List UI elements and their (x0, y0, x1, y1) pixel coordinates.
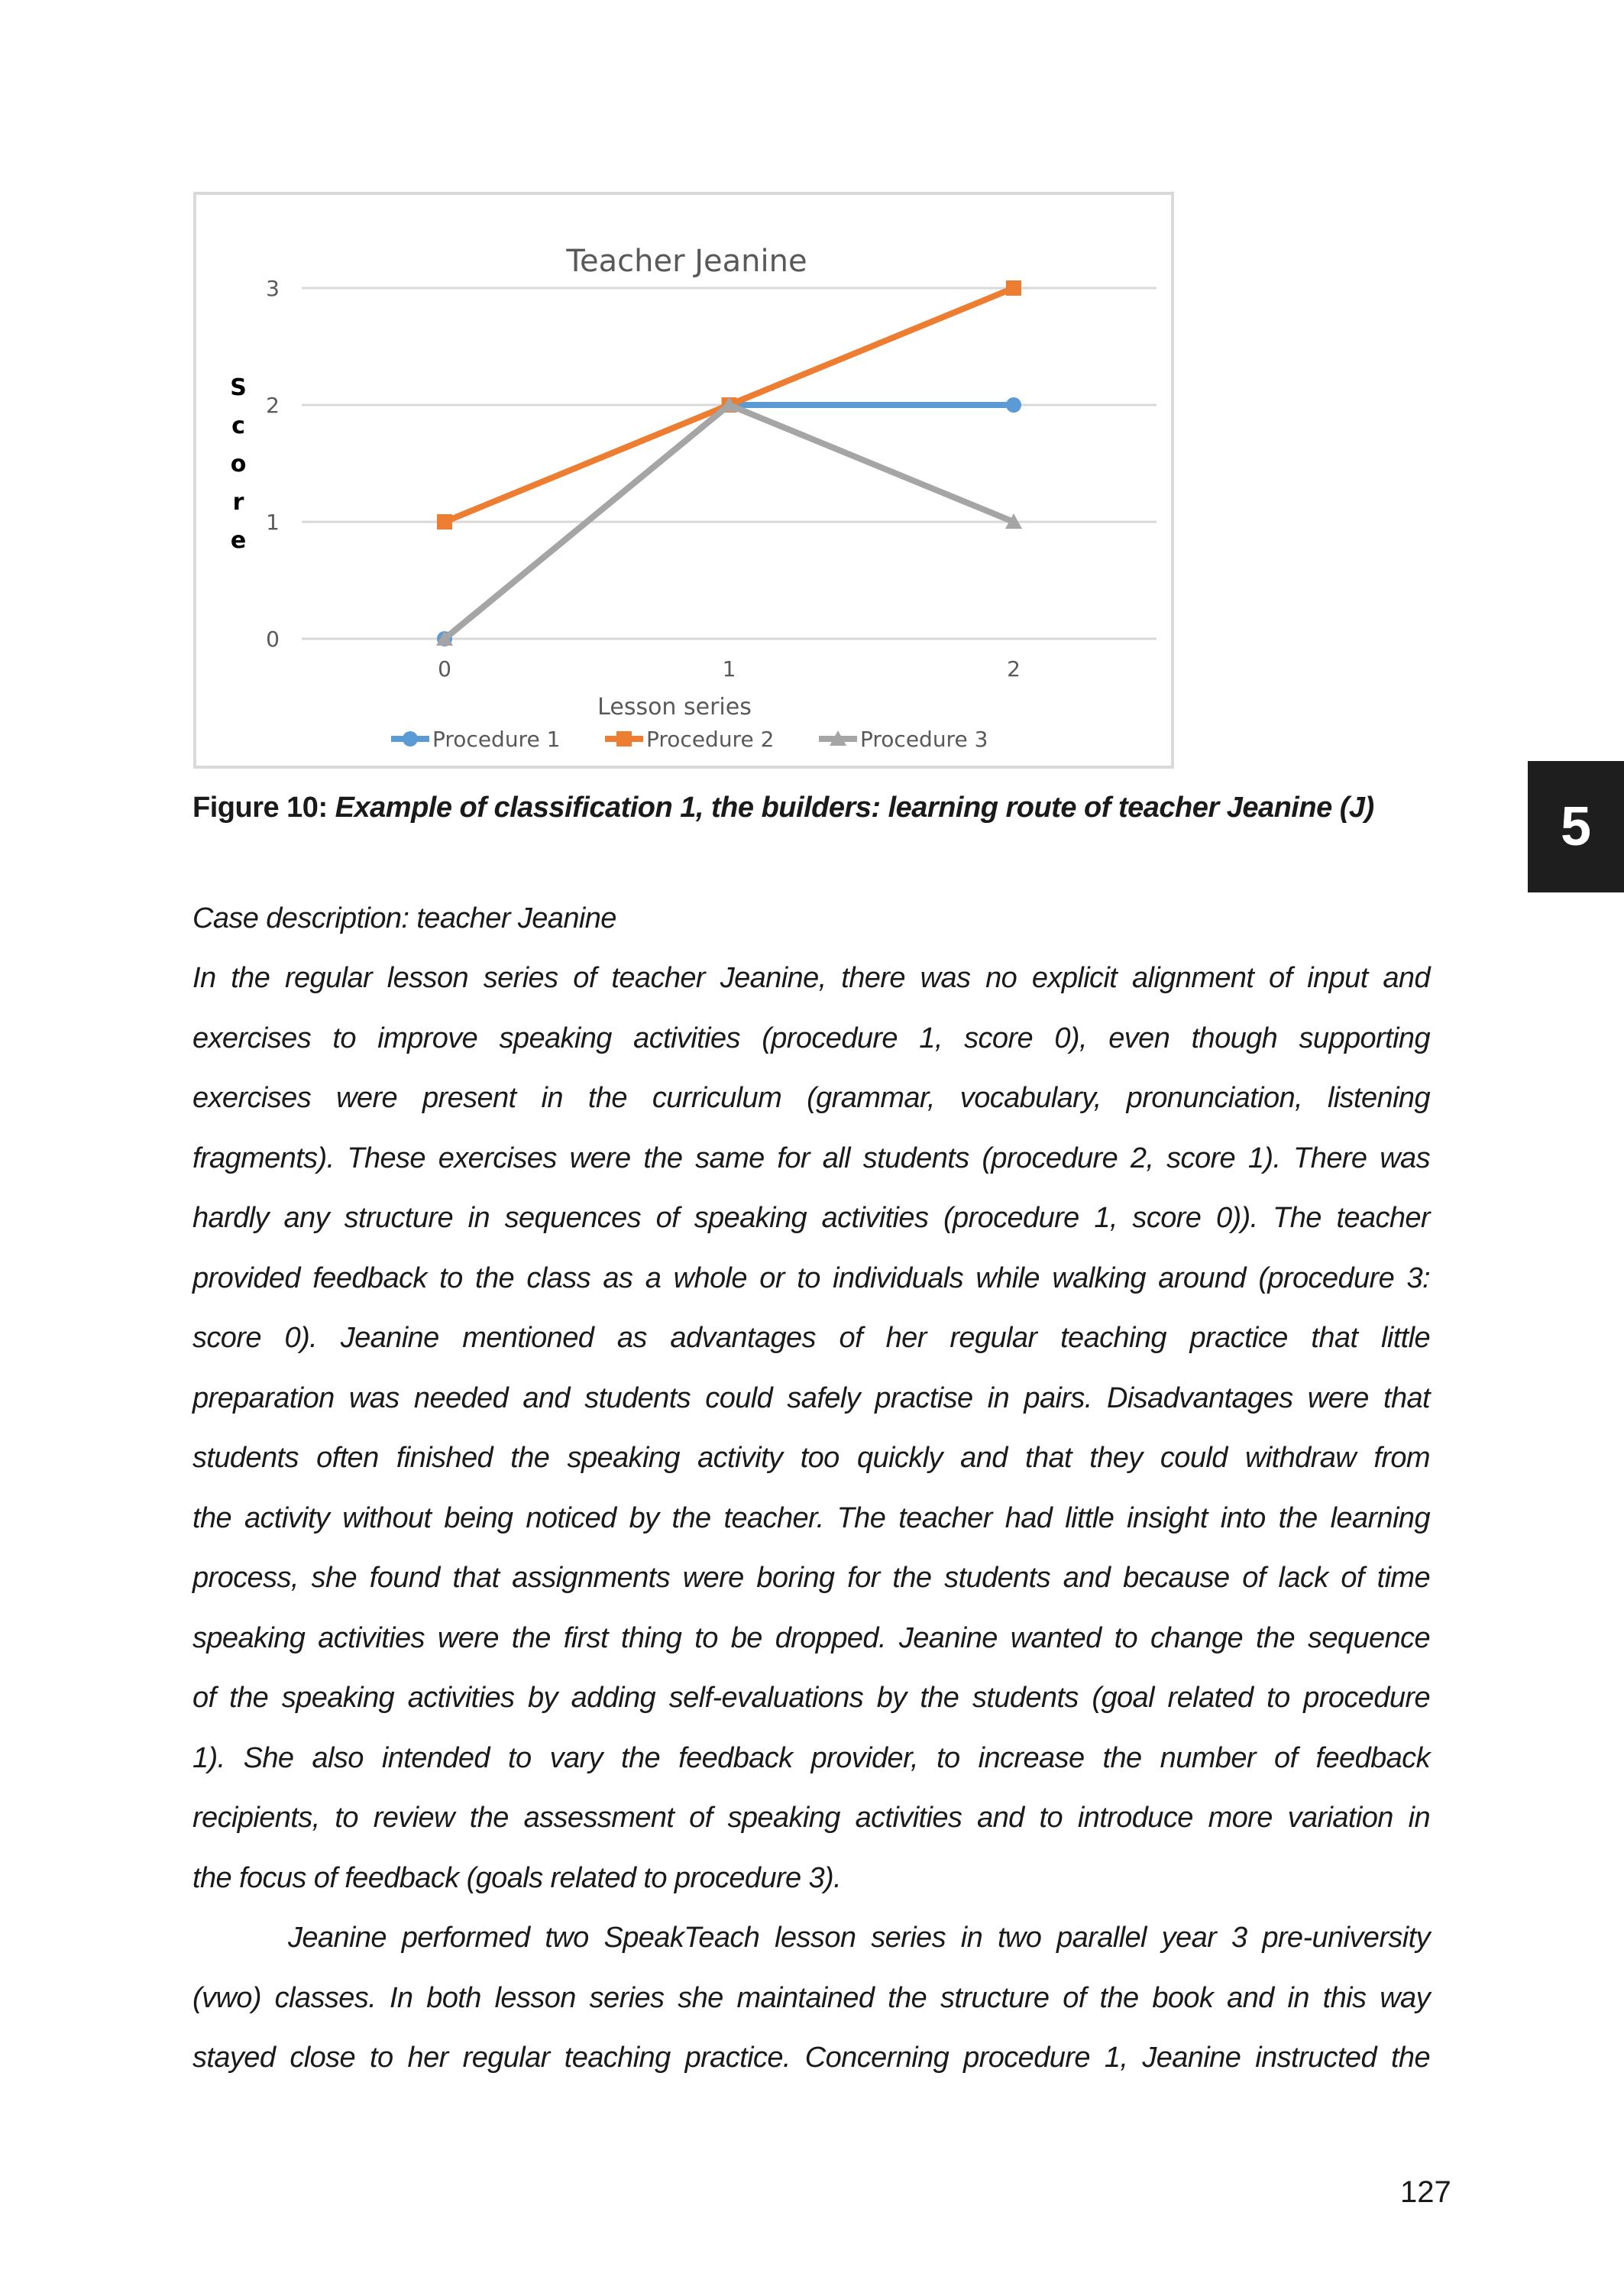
y-axis-label-letter: r (232, 489, 244, 516)
legend-label: Procedure 3 (860, 727, 988, 752)
text-line: fragments). These exercises were the same for all students (procedure 2, score 1). There was (192, 1142, 1430, 1174)
text-line: stayed close to her regular teaching practice. Concerning procedure 1, Jeanine instructed the (192, 2042, 1430, 2074)
section-heading: Case description: teacher Jeanine (192, 902, 616, 934)
text-line: of the speaking activities by adding self-evaluations by the students (goal related to procedure (192, 1682, 1430, 1714)
y-axis-label-letter: S (230, 374, 247, 401)
square-marker-icon (616, 731, 632, 747)
x-tick-label: 2 (1007, 656, 1021, 682)
text-line: (vwo) classes. In both lesson series she maintained the structure of the book and in this way (192, 1982, 1430, 2014)
circle-marker-icon (1006, 397, 1021, 413)
y-tick-label: 3 (266, 276, 280, 301)
legend-label: Procedure 2 (646, 727, 775, 752)
text-line: In the regular lesson series of teacher Jeanine, there was no explicit alignment of input and (192, 962, 1430, 994)
text-line: recipients, to review the assessment of speaking activities and to introduce more variation in (192, 1802, 1430, 1834)
legend-label: Procedure 1 (432, 727, 561, 752)
chapter-tab (1528, 761, 1624, 892)
text-line: exercises were present in the curriculum (grammar, vocabulary, pronunciation, listening (192, 1082, 1430, 1114)
y-tick-label: 2 (266, 393, 280, 418)
chart-title: Teacher Jeanine (566, 244, 807, 279)
text-line: preparation was needed and students could safely practise in pairs. Disadvantages were that (192, 1382, 1430, 1414)
text-line: Jeanine performed two SpeakTeach lesson series in two parallel year 3 pre-university (288, 1922, 1430, 1954)
square-marker-icon (1006, 280, 1021, 296)
text-line: speaking activities were the first thing to be dropped. Jeanine wanted to change the sequence (192, 1622, 1430, 1654)
y-axis-label-letter: c (231, 413, 245, 439)
caption-text: Example of classification 1, the builders: learning route of teacher Jeanine (J) (327, 792, 1374, 824)
caption-label: Figure 10: (192, 792, 328, 824)
text-line: hardly any structure in sequences of speaking activities (procedure 1, score 0)). The teacher (192, 1202, 1430, 1234)
text-line: the focus of feedback (goals related to procedure 3). (192, 1862, 842, 1894)
x-tick-label: 1 (722, 656, 736, 682)
line-chart (193, 192, 1174, 769)
y-axis-label-letter: e (230, 527, 247, 554)
circle-marker-icon (403, 731, 418, 747)
text-line: provided feedback to the class as a whole or to individuals while walking around (procedure 3: (192, 1262, 1430, 1294)
chart-canvas (196, 195, 1177, 772)
text-line: exercises to improve speaking activities (procedure 1, score 0), even though supporting (192, 1022, 1430, 1054)
y-axis-label-letter: o (230, 451, 247, 478)
chapter-number: 5 (1560, 796, 1592, 857)
page-number: 127 (1400, 2175, 1451, 2209)
text-line: score 0). Jeanine mentioned as advantages of her regular teaching practice that little (192, 1322, 1430, 1354)
y-tick-label: 0 (266, 627, 280, 652)
text-line: the activity without being noticed by the teacher. The teacher had little insight into the learning (192, 1502, 1430, 1534)
x-tick-label: 0 (438, 656, 451, 682)
figure-caption (192, 792, 1374, 824)
text-line: 1). She also intended to vary the feedback provider, to increase the number of feedback (192, 1742, 1430, 1774)
x-axis-label: Lesson series (597, 694, 752, 721)
y-tick-label: 1 (266, 510, 280, 535)
text-line: students often finished the speaking activity too quickly and that they could withdraw from (192, 1442, 1430, 1474)
square-marker-icon (437, 514, 452, 530)
text-line: process, she found that assignments were boring for the students and because of lack of time (192, 1562, 1430, 1594)
